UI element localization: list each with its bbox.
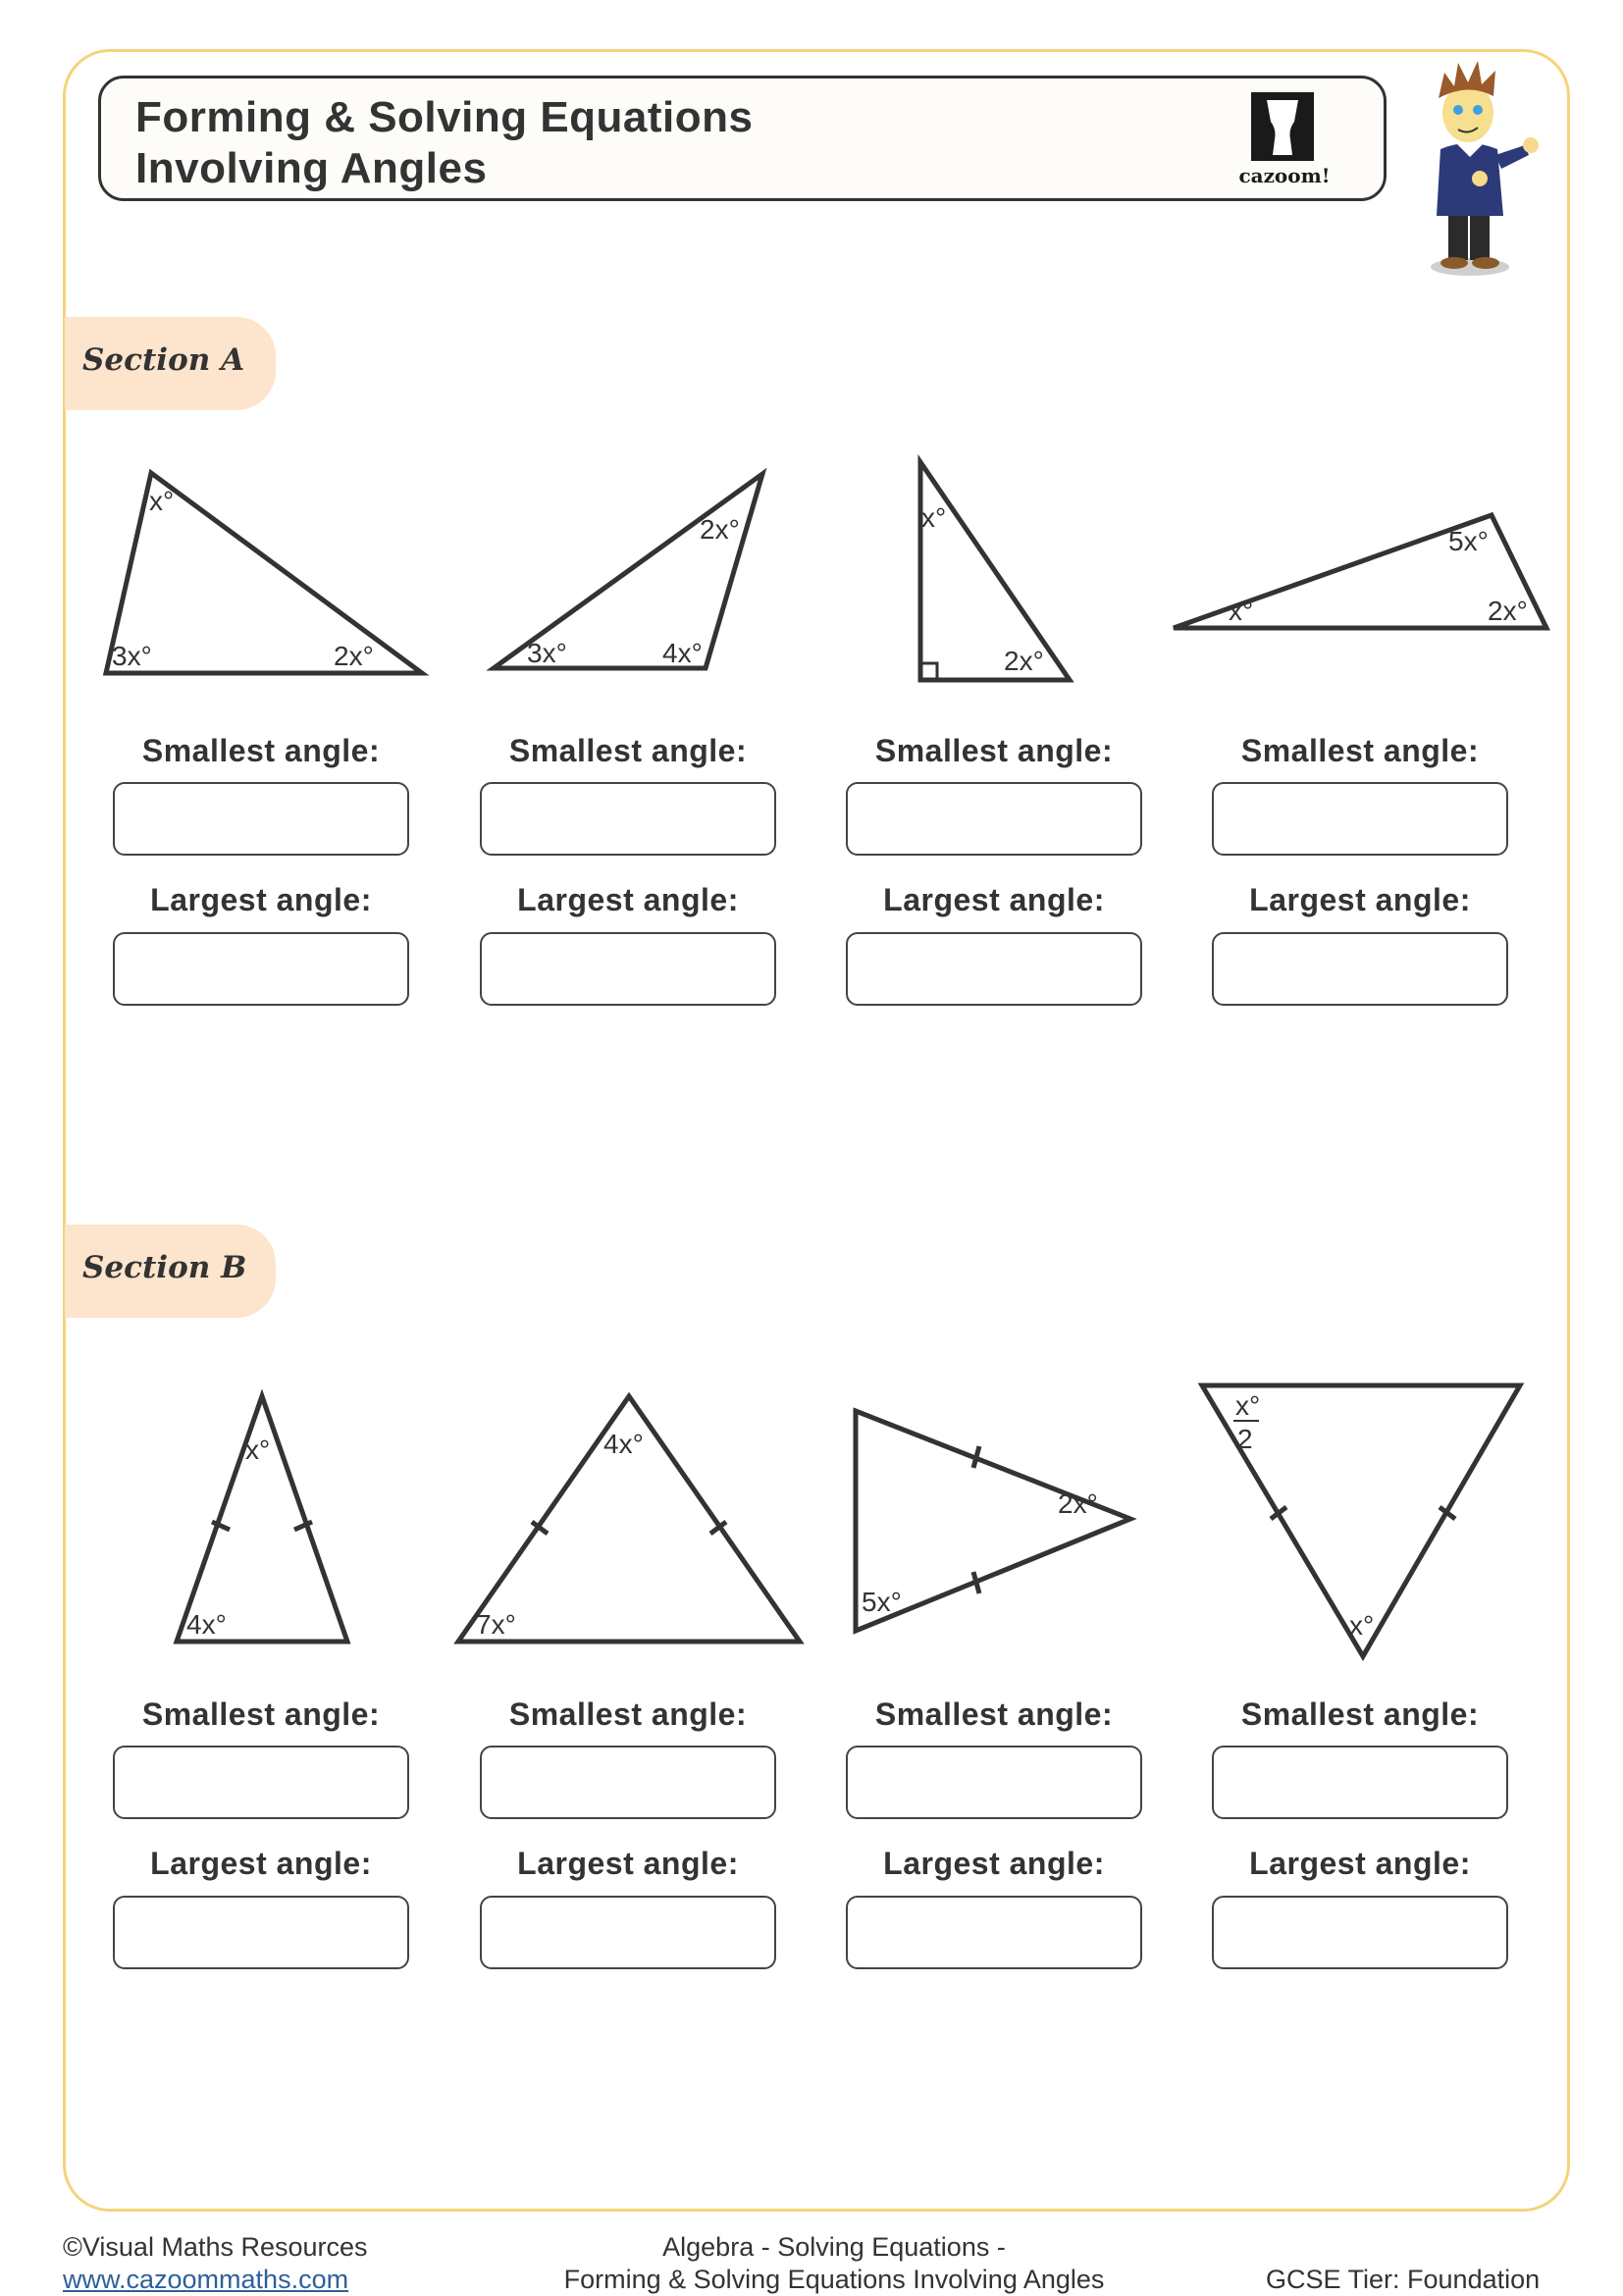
svg-text:3x°: 3x° — [527, 638, 567, 668]
website-link[interactable]: www.cazoommaths.com — [63, 2265, 349, 2294]
triangle-a4 — [1168, 505, 1560, 643]
answer-largest-b3[interactable] — [846, 1896, 1142, 1969]
svg-text:4x°: 4x° — [186, 1609, 227, 1640]
mascot-illustration — [1409, 59, 1546, 285]
half-x-denominator: 2 — [1237, 1424, 1253, 1454]
label-largest-b4: Largest angle: — [1249, 1846, 1471, 1881]
svg-text:x°: x° — [1349, 1610, 1375, 1641]
svg-text:x°: x° — [921, 502, 947, 533]
svg-text:4x°: 4x° — [603, 1429, 644, 1459]
answer-smallest-a4[interactable] — [1212, 782, 1508, 856]
section-b-title: Section B — [82, 1250, 247, 1285]
half-x-numerator: x° — [1235, 1390, 1261, 1421]
label-largest-a1: Largest angle: — [150, 882, 372, 917]
answer-smallest-b2[interactable] — [480, 1746, 776, 1819]
svg-text:x°: x° — [149, 486, 175, 516]
answer-largest-a4[interactable] — [1212, 932, 1508, 1006]
triangle-b3 — [844, 1403, 1148, 1639]
label-largest-a3: Largest angle: — [883, 882, 1105, 917]
title-box — [98, 76, 1387, 201]
answer-smallest-b4[interactable] — [1212, 1746, 1508, 1819]
label-largest-b2: Largest angle: — [517, 1846, 739, 1881]
label-smallest-a1: Smallest angle: — [141, 733, 381, 768]
copyright-text: ©Visual Maths Resources — [63, 2232, 368, 2262]
answer-smallest-b1[interactable] — [113, 1746, 409, 1819]
answer-smallest-a1[interactable] — [113, 782, 409, 856]
triangle-a2 — [486, 466, 780, 682]
answer-largest-a2[interactable] — [480, 932, 776, 1006]
drum-icon — [1230, 90, 1339, 188]
svg-text:cazoom!: cazoom! — [1238, 164, 1331, 187]
label-largest-a2: Largest angle: — [517, 882, 739, 917]
triangle-b1 — [167, 1388, 363, 1648]
label-smallest-b3: Smallest angle: — [874, 1696, 1114, 1732]
answer-smallest-a2[interactable] — [480, 782, 776, 856]
section-b-tab — [65, 1225, 276, 1318]
svg-text:3x°: 3x° — [112, 641, 152, 671]
page-title — [135, 92, 754, 194]
section-a-tab — [65, 317, 276, 410]
svg-text:x°: x° — [245, 1435, 271, 1465]
label-largest-a4: Largest angle: — [1249, 882, 1471, 917]
label-smallest-b1: Smallest angle: — [141, 1696, 381, 1732]
label-largest-b1: Largest angle: — [150, 1846, 372, 1881]
topic-line-1: Algebra - Solving Equations - — [662, 2232, 1006, 2262]
svg-text:7x°: 7x° — [476, 1609, 516, 1640]
svg-text:5x°: 5x° — [862, 1587, 902, 1617]
answer-largest-a3[interactable] — [846, 932, 1142, 1006]
page-border — [63, 49, 1570, 2212]
label-smallest-b4: Smallest angle: — [1240, 1696, 1480, 1732]
footer-center — [491, 2231, 1178, 2296]
boy-mascot-icon — [1409, 59, 1546, 285]
section-a-title: Section A — [82, 342, 245, 378]
svg-text:2x°: 2x° — [700, 514, 740, 545]
answer-largest-b1[interactable] — [113, 1896, 409, 1969]
cazoom-logo — [1230, 90, 1339, 188]
label-smallest-b2: Smallest angle: — [508, 1696, 748, 1732]
footer-left — [63, 2231, 368, 2296]
label-smallest-a2: Smallest angle: — [508, 733, 748, 768]
topic-line-2: Forming & Solving Equations Involving Angles — [563, 2265, 1105, 2294]
svg-text:2x°: 2x° — [1488, 596, 1528, 626]
triangle-b4 — [1192, 1374, 1536, 1668]
svg-text:2x°: 2x° — [1004, 646, 1044, 676]
tier-label: GCSE Tier: Foundation — [1266, 2265, 1541, 2294]
answer-largest-b4[interactable] — [1212, 1896, 1508, 1969]
svg-text:5x°: 5x° — [1448, 526, 1489, 556]
answer-largest-b2[interactable] — [480, 1896, 776, 1969]
svg-text:2x°: 2x° — [334, 641, 374, 671]
label-smallest-a3: Smallest angle: — [874, 733, 1114, 768]
svg-text:2x°: 2x° — [1058, 1488, 1098, 1519]
triangle-a3 — [908, 456, 1079, 692]
title-line-1: Forming & Solving Equations — [135, 93, 754, 141]
svg-text:4x°: 4x° — [662, 638, 703, 668]
answer-smallest-b3[interactable] — [846, 1746, 1142, 1819]
label-largest-b3: Largest angle: — [883, 1846, 1105, 1881]
title-line-2: Involving Angles — [135, 144, 488, 192]
answer-smallest-a3[interactable] — [846, 782, 1142, 856]
triangle-a1 — [98, 461, 432, 687]
svg-text:x°: x° — [1229, 596, 1254, 626]
answer-largest-a1[interactable] — [113, 932, 409, 1006]
label-smallest-a4: Smallest angle: — [1240, 733, 1480, 768]
triangle-b2 — [446, 1388, 810, 1648]
